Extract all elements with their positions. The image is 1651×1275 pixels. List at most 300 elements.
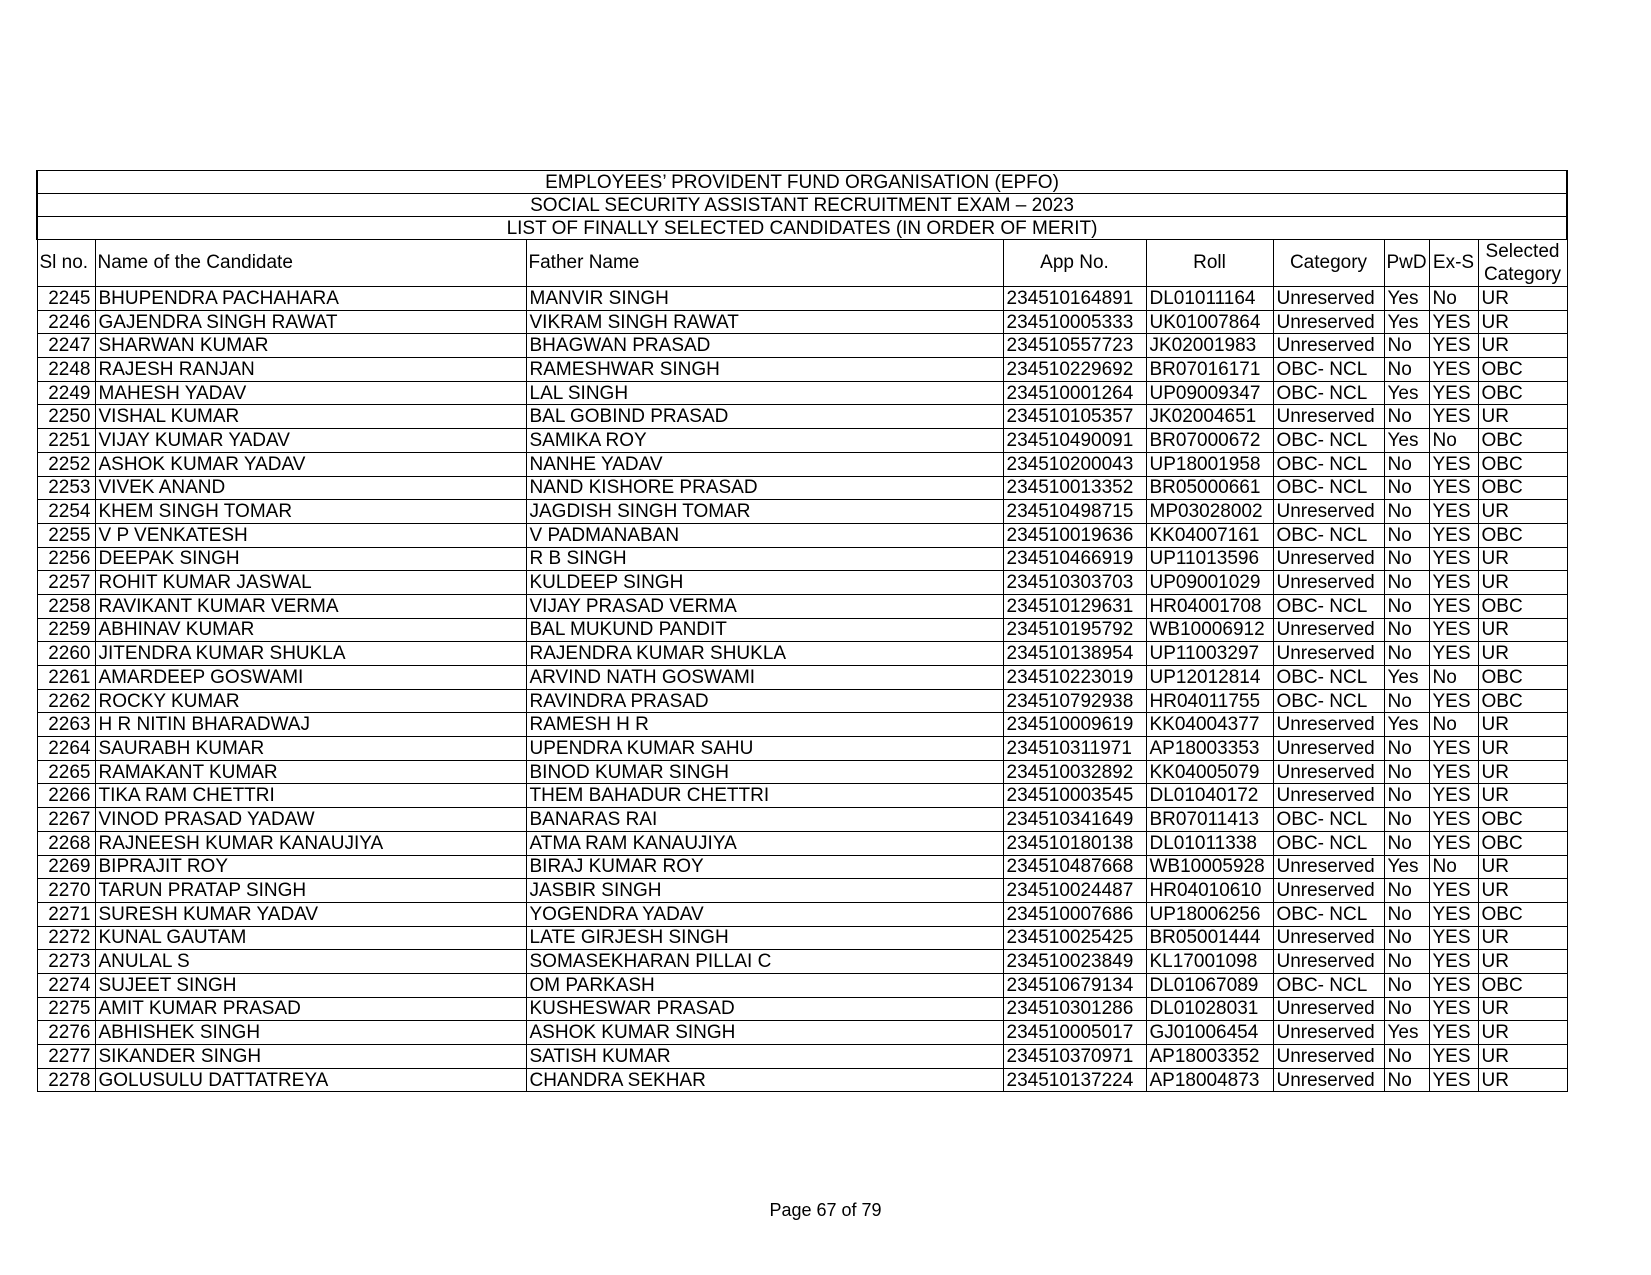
cell-sl: 2269 [37, 855, 95, 879]
cell-roll: DL01011164 [1146, 287, 1273, 311]
cell-category: OBC- NCL [1273, 381, 1384, 405]
cell-pwd: No [1384, 879, 1429, 903]
cell-name: KHEM SINGH TOMAR [95, 500, 526, 524]
cell-father: SATISH KUMAR [526, 1045, 1003, 1069]
cell-selected: OBC [1478, 666, 1567, 690]
cell-name: RAJESH RANJAN [95, 358, 526, 382]
table-row [37, 1021, 1567, 1045]
cell-app: 234510019636 [1003, 523, 1146, 547]
cell-roll: UP09009347 [1146, 381, 1273, 405]
cell-category: Unreserved [1273, 784, 1384, 808]
cell-roll: DL01067089 [1146, 973, 1273, 997]
cell-roll: UP11013596 [1146, 547, 1273, 571]
cell-sl: 2246 [37, 310, 95, 334]
table-row [37, 666, 1567, 690]
cell-sl: 2268 [37, 831, 95, 855]
cell-selected: OBC [1478, 689, 1567, 713]
cell-category: OBC- NCL [1273, 808, 1384, 832]
list-title: LIST OF FINALLY SELECTED CANDIDATES (IN ORDER OF MERIT) [37, 217, 1567, 240]
cell-selected: UR [1478, 310, 1567, 334]
cell-selected: UR [1478, 547, 1567, 571]
cell-pwd: No [1384, 902, 1429, 926]
cell-category: Unreserved [1273, 997, 1384, 1021]
cell-exs: YES [1429, 997, 1478, 1021]
cell-app: 234510466919 [1003, 547, 1146, 571]
cell-app: 234510487668 [1003, 855, 1146, 879]
cell-app: 234510200043 [1003, 452, 1146, 476]
cell-roll: HR04010610 [1146, 879, 1273, 903]
cell-app: 234510005017 [1003, 1021, 1146, 1045]
candidates-table [36, 170, 1568, 1092]
cell-name: GOLUSULU DATTATREYA [95, 1068, 526, 1092]
cell-selected: OBC [1478, 476, 1567, 500]
table-row [37, 784, 1567, 808]
cell-category: Unreserved [1273, 855, 1384, 879]
cell-category: Unreserved [1273, 737, 1384, 761]
table-row [37, 855, 1567, 879]
cell-exs: YES [1429, 808, 1478, 832]
cell-pwd: No [1384, 831, 1429, 855]
cell-category: OBC- NCL [1273, 452, 1384, 476]
cell-sl: 2273 [37, 950, 95, 974]
cell-roll: BR07000672 [1146, 429, 1273, 453]
cell-exs: No [1429, 429, 1478, 453]
cell-roll: JK02001983 [1146, 334, 1273, 358]
cell-name: TARUN PRATAP SINGH [95, 879, 526, 903]
cell-app: 234510164891 [1003, 287, 1146, 311]
cell-father: SOMASEKHARAN PILLAI C [526, 950, 1003, 974]
table-row [37, 500, 1567, 524]
cell-sl: 2258 [37, 594, 95, 618]
cell-selected: UR [1478, 642, 1567, 666]
table-row [37, 902, 1567, 926]
cell-sl: 2263 [37, 713, 95, 737]
cell-exs: YES [1429, 405, 1478, 429]
cell-sl: 2262 [37, 689, 95, 713]
cell-name: VIJAY KUMAR YADAV [95, 429, 526, 453]
col-header-roll: Roll [1146, 240, 1273, 287]
cell-name: VISHAL KUMAR [95, 405, 526, 429]
cell-selected: OBC [1478, 973, 1567, 997]
cell-father: KULDEEP SINGH [526, 571, 1003, 595]
cell-app: 234510301286 [1003, 997, 1146, 1021]
cell-roll: GJ01006454 [1146, 1021, 1273, 1045]
cell-pwd: No [1384, 523, 1429, 547]
cell-category: Unreserved [1273, 1045, 1384, 1069]
cell-selected: UR [1478, 405, 1567, 429]
table-row [37, 997, 1567, 1021]
cell-exs: YES [1429, 334, 1478, 358]
cell-app: 234510023849 [1003, 950, 1146, 974]
cell-father: BAL GOBIND PRASAD [526, 405, 1003, 429]
cell-pwd: No [1384, 997, 1429, 1021]
cell-sl: 2275 [37, 997, 95, 1021]
cell-sl: 2277 [37, 1045, 95, 1069]
page-number: Page 67 of 79 [769, 1200, 882, 1220]
cell-selected: UR [1478, 1045, 1567, 1069]
cell-exs: YES [1429, 831, 1478, 855]
cell-roll: UP09001029 [1146, 571, 1273, 595]
col-header-name: Name of the Candidate [95, 240, 526, 287]
cell-sl: 2247 [37, 334, 95, 358]
cell-category: Unreserved [1273, 926, 1384, 950]
cell-sl: 2274 [37, 973, 95, 997]
cell-father: RAMESH H R [526, 713, 1003, 737]
cell-pwd: No [1384, 1068, 1429, 1092]
cell-sl: 2257 [37, 571, 95, 595]
cell-pwd: Yes [1384, 381, 1429, 405]
cell-exs: No [1429, 287, 1478, 311]
cell-app: 234510557723 [1003, 334, 1146, 358]
cell-exs: YES [1429, 926, 1478, 950]
table-row [37, 594, 1567, 618]
cell-category: Unreserved [1273, 571, 1384, 595]
table-row [37, 310, 1567, 334]
cell-category: OBC- NCL [1273, 358, 1384, 382]
cell-pwd: No [1384, 547, 1429, 571]
cell-pwd: No [1384, 1045, 1429, 1069]
cell-selected: UR [1478, 879, 1567, 903]
cell-father: BIRAJ KUMAR ROY [526, 855, 1003, 879]
cell-roll: KK04004377 [1146, 713, 1273, 737]
cell-app: 234510013352 [1003, 476, 1146, 500]
cell-pwd: Yes [1384, 713, 1429, 737]
table-row [37, 334, 1567, 358]
cell-name: JITENDRA KUMAR SHUKLA [95, 642, 526, 666]
cell-selected: OBC [1478, 594, 1567, 618]
cell-selected: UR [1478, 784, 1567, 808]
cell-category: OBC- NCL [1273, 523, 1384, 547]
cell-pwd: No [1384, 452, 1429, 476]
table-row [37, 689, 1567, 713]
cell-app: 234510005333 [1003, 310, 1146, 334]
cell-category: Unreserved [1273, 547, 1384, 571]
cell-roll: MP03028002 [1146, 500, 1273, 524]
table-row [37, 618, 1567, 642]
cell-father: BINOD KUMAR SINGH [526, 760, 1003, 784]
cell-exs: YES [1429, 547, 1478, 571]
cell-app: 234510341649 [1003, 808, 1146, 832]
col-header-selected: Selected Category [1478, 240, 1567, 287]
cell-app: 234510105357 [1003, 405, 1146, 429]
cell-father: JAGDISH SINGH TOMAR [526, 500, 1003, 524]
cell-name: GAJENDRA SINGH RAWAT [95, 310, 526, 334]
cell-sl: 2271 [37, 902, 95, 926]
cell-selected: OBC [1478, 381, 1567, 405]
cell-app: 234510024487 [1003, 879, 1146, 903]
cell-father: V PADMANABAN [526, 523, 1003, 547]
cell-name: SHARWAN KUMAR [95, 334, 526, 358]
cell-selected: UR [1478, 334, 1567, 358]
table-row [37, 476, 1567, 500]
cell-father: SAMIKA ROY [526, 429, 1003, 453]
cell-app: 234510303703 [1003, 571, 1146, 595]
cell-sl: 2254 [37, 500, 95, 524]
cell-name: SURESH KUMAR YADAV [95, 902, 526, 926]
cell-exs: YES [1429, 902, 1478, 926]
cell-sl: 2248 [37, 358, 95, 382]
cell-father: BAL MUKUND PANDIT [526, 618, 1003, 642]
col-header-app: App No. [1003, 240, 1146, 287]
cell-sl: 2249 [37, 381, 95, 405]
cell-category: OBC- NCL [1273, 902, 1384, 926]
cell-exs: YES [1429, 1021, 1478, 1045]
cell-sl: 2276 [37, 1021, 95, 1045]
cell-pwd: No [1384, 642, 1429, 666]
table-row [37, 642, 1567, 666]
cell-sl: 2250 [37, 405, 95, 429]
cell-name: RAJNEESH KUMAR KANAUJIYA [95, 831, 526, 855]
cell-sl: 2264 [37, 737, 95, 761]
cell-category: OBC- NCL [1273, 476, 1384, 500]
cell-roll: DL01011338 [1146, 831, 1273, 855]
cell-exs: YES [1429, 618, 1478, 642]
cell-sl: 2253 [37, 476, 95, 500]
cell-father: RAVINDRA PRASAD [526, 689, 1003, 713]
cell-exs: YES [1429, 689, 1478, 713]
column-header-row [37, 240, 1567, 287]
cell-father: LAL SINGH [526, 381, 1003, 405]
cell-name: ABHISHEK SINGH [95, 1021, 526, 1045]
table-row [37, 547, 1567, 571]
cell-roll: KK04007161 [1146, 523, 1273, 547]
cell-selected: OBC [1478, 808, 1567, 832]
cell-name: SIKANDER SINGH [95, 1045, 526, 1069]
cell-selected: UR [1478, 1068, 1567, 1092]
table-row [37, 808, 1567, 832]
cell-exs: YES [1429, 737, 1478, 761]
cell-category: OBC- NCL [1273, 429, 1384, 453]
cell-app: 234510007686 [1003, 902, 1146, 926]
cell-sl: 2245 [37, 287, 95, 311]
cell-selected: UR [1478, 950, 1567, 974]
cell-father: RAMESHWAR SINGH [526, 358, 1003, 382]
cell-pwd: No [1384, 500, 1429, 524]
table-row [37, 1045, 1567, 1069]
cell-category: Unreserved [1273, 879, 1384, 903]
col-header-category: Category [1273, 240, 1384, 287]
cell-selected: UR [1478, 287, 1567, 311]
cell-roll: UP18006256 [1146, 902, 1273, 926]
cell-exs: No [1429, 666, 1478, 690]
cell-pwd: No [1384, 358, 1429, 382]
cell-selected: UR [1478, 500, 1567, 524]
table-row [37, 1068, 1567, 1092]
cell-sl: 2270 [37, 879, 95, 903]
cell-pwd: Yes [1384, 855, 1429, 879]
cell-exs: YES [1429, 879, 1478, 903]
cell-sl: 2266 [37, 784, 95, 808]
cell-category: OBC- NCL [1273, 973, 1384, 997]
table-row [37, 713, 1567, 737]
cell-app: 234510129631 [1003, 594, 1146, 618]
cell-pwd: No [1384, 334, 1429, 358]
cell-app: 234510370971 [1003, 1045, 1146, 1069]
cell-exs: YES [1429, 358, 1478, 382]
cell-exs: YES [1429, 784, 1478, 808]
cell-app: 234510137224 [1003, 1068, 1146, 1092]
cell-exs: YES [1429, 381, 1478, 405]
cell-pwd: Yes [1384, 310, 1429, 334]
table-row [37, 831, 1567, 855]
cell-category: Unreserved [1273, 713, 1384, 737]
cell-roll: KK04005079 [1146, 760, 1273, 784]
cell-sl: 2265 [37, 760, 95, 784]
cell-father: UPENDRA KUMAR SAHU [526, 737, 1003, 761]
cell-name: SUJEET SINGH [95, 973, 526, 997]
cell-roll: UK01007864 [1146, 310, 1273, 334]
table-row [37, 950, 1567, 974]
cell-name: ROHIT KUMAR JASWAL [95, 571, 526, 595]
cell-name: VINOD PRASAD YADAW [95, 808, 526, 832]
cell-category: OBC- NCL [1273, 831, 1384, 855]
cell-name: AMIT KUMAR PRASAD [95, 997, 526, 1021]
cell-name: VIVEK ANAND [95, 476, 526, 500]
cell-pwd: Yes [1384, 429, 1429, 453]
cell-selected: OBC [1478, 523, 1567, 547]
cell-father: BHAGWAN PRASAD [526, 334, 1003, 358]
cell-pwd: No [1384, 950, 1429, 974]
cell-exs: YES [1429, 310, 1478, 334]
cell-name: ABHINAV KUMAR [95, 618, 526, 642]
table-row [37, 405, 1567, 429]
table-body [37, 287, 1567, 1092]
table-row [37, 571, 1567, 595]
cell-sl: 2252 [37, 452, 95, 476]
cell-category: OBC- NCL [1273, 594, 1384, 618]
cell-roll: UP12012814 [1146, 666, 1273, 690]
cell-name: SAURABH KUMAR [95, 737, 526, 761]
cell-exs: YES [1429, 571, 1478, 595]
cell-selected: UR [1478, 997, 1567, 1021]
cell-sl: 2278 [37, 1068, 95, 1092]
cell-category: Unreserved [1273, 405, 1384, 429]
cell-roll: BR05001444 [1146, 926, 1273, 950]
cell-app: 234510792938 [1003, 689, 1146, 713]
cell-roll: BR07011413 [1146, 808, 1273, 832]
cell-pwd: No [1384, 737, 1429, 761]
table-row [37, 926, 1567, 950]
cell-pwd: No [1384, 618, 1429, 642]
cell-roll: WB10005928 [1146, 855, 1273, 879]
table-row [37, 760, 1567, 784]
cell-category: Unreserved [1273, 310, 1384, 334]
cell-pwd: No [1384, 808, 1429, 832]
cell-pwd: No [1384, 926, 1429, 950]
cell-sl: 2256 [37, 547, 95, 571]
cell-sl: 2267 [37, 808, 95, 832]
cell-category: Unreserved [1273, 334, 1384, 358]
cell-name: BHUPENDRA PACHAHARA [95, 287, 526, 311]
cell-roll: KL17001098 [1146, 950, 1273, 974]
cell-father: JASBIR SINGH [526, 879, 1003, 903]
cell-father: ARVIND NATH GOSWAMI [526, 666, 1003, 690]
cell-father: NAND KISHORE PRASAD [526, 476, 1003, 500]
cell-exs: YES [1429, 523, 1478, 547]
cell-exs: YES [1429, 642, 1478, 666]
cell-name: RAVIKANT KUMAR VERMA [95, 594, 526, 618]
cell-exs: YES [1429, 452, 1478, 476]
cell-pwd: No [1384, 571, 1429, 595]
cell-selected: OBC [1478, 831, 1567, 855]
cell-roll: BR07016171 [1146, 358, 1273, 382]
cell-selected: OBC [1478, 902, 1567, 926]
table-row [37, 287, 1567, 311]
cell-father: BANARAS RAI [526, 808, 1003, 832]
cell-app: 234510229692 [1003, 358, 1146, 382]
cell-pwd: No [1384, 760, 1429, 784]
cell-exs: YES [1429, 594, 1478, 618]
cell-father: NANHE YADAV [526, 452, 1003, 476]
cell-father: YOGENDRA YADAV [526, 902, 1003, 926]
cell-app: 234510195792 [1003, 618, 1146, 642]
cell-exs: No [1429, 713, 1478, 737]
cell-name: ANULAL S [95, 950, 526, 974]
cell-exs: No [1429, 855, 1478, 879]
cell-selected: OBC [1478, 452, 1567, 476]
cell-app: 234510490091 [1003, 429, 1146, 453]
cell-sl: 2255 [37, 523, 95, 547]
cell-category: Unreserved [1273, 1021, 1384, 1045]
cell-roll: WB10006912 [1146, 618, 1273, 642]
cell-selected: UR [1478, 1021, 1567, 1045]
cell-category: Unreserved [1273, 287, 1384, 311]
cell-sl: 2251 [37, 429, 95, 453]
cell-name: RAMAKANT KUMAR [95, 760, 526, 784]
cell-name: AMARDEEP GOSWAMI [95, 666, 526, 690]
cell-category: Unreserved [1273, 618, 1384, 642]
cell-sl: 2261 [37, 666, 95, 690]
selection-list-sheet [36, 170, 1566, 1092]
cell-roll: HR04001708 [1146, 594, 1273, 618]
cell-selected: UR [1478, 618, 1567, 642]
cell-app: 234510032892 [1003, 760, 1146, 784]
cell-exs: YES [1429, 973, 1478, 997]
cell-app: 234510180138 [1003, 831, 1146, 855]
cell-pwd: No [1384, 594, 1429, 618]
cell-pwd: Yes [1384, 1021, 1429, 1045]
cell-selected: OBC [1478, 429, 1567, 453]
cell-name: ROCKY KUMAR [95, 689, 526, 713]
cell-roll: BR05000661 [1146, 476, 1273, 500]
cell-roll: JK02004651 [1146, 405, 1273, 429]
table-row [37, 879, 1567, 903]
table-row [37, 381, 1567, 405]
cell-exs: YES [1429, 500, 1478, 524]
cell-roll: AP18003353 [1146, 737, 1273, 761]
cell-pwd: Yes [1384, 287, 1429, 311]
cell-category: Unreserved [1273, 760, 1384, 784]
cell-roll: UP11003297 [1146, 642, 1273, 666]
table-row [37, 429, 1567, 453]
cell-app: 234510138954 [1003, 642, 1146, 666]
cell-father: VIJAY PRASAD VERMA [526, 594, 1003, 618]
cell-father: R B SINGH [526, 547, 1003, 571]
cell-exs: YES [1429, 476, 1478, 500]
cell-name: MAHESH YADAV [95, 381, 526, 405]
cell-roll: DL01028031 [1146, 997, 1273, 1021]
cell-app: 234510009619 [1003, 713, 1146, 737]
table-row [37, 523, 1567, 547]
cell-exs: YES [1429, 950, 1478, 974]
col-header-father: Father Name [526, 240, 1003, 287]
cell-selected: UR [1478, 737, 1567, 761]
cell-exs: YES [1429, 1045, 1478, 1069]
cell-name: BIPRAJIT ROY [95, 855, 526, 879]
exam-title: SOCIAL SECURITY ASSISTANT RECRUITMENT EXAM – 2023 [37, 194, 1567, 217]
col-header-exs: Ex-S [1429, 240, 1478, 287]
cell-father: KUSHESWAR PRASAD [526, 997, 1003, 1021]
